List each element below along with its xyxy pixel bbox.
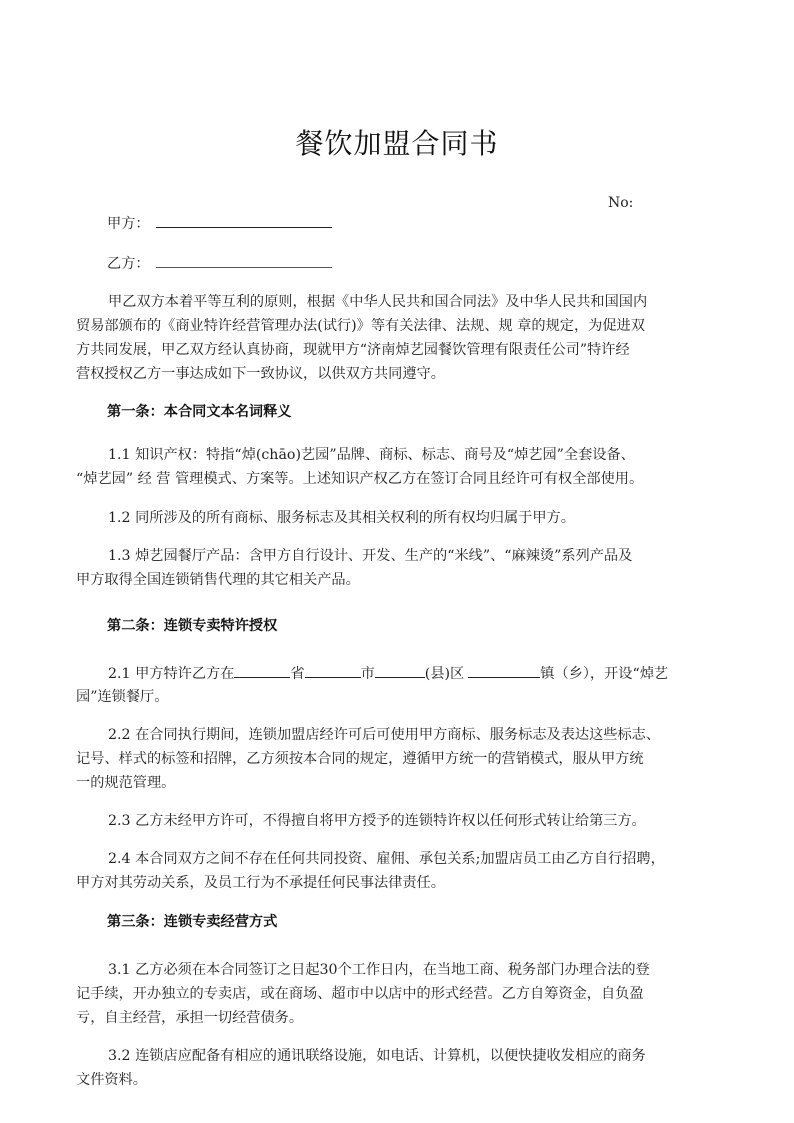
clause-fill-line [108,663,668,684]
clause-line: 文件资料。 [76,1072,147,1088]
party-a-label: 甲方： [107,216,150,232]
clause-line: 1.1 知识产权：特指“焯(chāo)艺园”品牌、商标、标志、商号及“焯艺园”全套设备、 [108,447,635,463]
clause-line: 1.3 焯艺园餐厅产品：含甲方自行设计、开发、生产的“米线”、“麻辣烫”系列产品及 [108,548,633,564]
clause-line: “焯艺园” 经 营 管理模式、方案等。上述知识产权乙方在签订合同且经许可有权全部使用。 [76,471,644,487]
party-b-blank-field[interactable] [156,253,332,268]
clause-text: 市 [360,666,375,682]
clause-line: 2.4 本合同双方之间不存在任何共同投资、雇佣、承包关系;加盟店员工由乙方自行招聘， [108,851,665,867]
section-2-heading: 第二条：连锁专卖特许授权 [107,618,278,634]
preamble-line: 方共同发展，甲乙双方经认真协商，现就甲方“济南焯艺园餐饮管理有限责任公司”特许经 [76,342,630,358]
clause-line: 3.2 连锁店应配备有相应的通讯联络设施，如电话、计算机，以便快捷收发相应的商务 [108,1048,646,1064]
party-a-row [107,213,332,234]
party-b-row [107,253,332,274]
section-1-heading: 第一条：本合同文本名词释义 [107,404,292,420]
section-3-heading: 第三条：连锁专卖经营方式 [107,914,278,930]
document-title: 餐饮加盟合同书 [295,127,499,160]
clause-line: 甲方取得全国连锁销售代理的其它相关产品。 [76,572,360,588]
county-blank-field[interactable] [375,663,425,678]
contract-number-label: No: [608,195,634,211]
clause-line: 2.2 在合同执行期间，连锁加盟店经许可后可使用甲方商标、服务标志及表达这些标志、 [108,727,661,743]
clause-text: 2.1 甲方特许乙方在 [108,666,235,682]
preamble-line: 营权授权乙方一事达成如下一致协议，以供双方共同遵守。 [76,366,445,382]
clause-text: 省 [290,666,305,682]
party-a-blank-field[interactable] [156,213,332,228]
preamble-line: 甲乙双方本着平等互利的原则，根据《中华人民共和国合同法》及中华人民共和国国内 [108,294,648,310]
clause-line: 记号、样式的标签和招牌，乙方须按本合同的规定，遵循甲方统一的营销模式，服从甲方统 [76,751,644,767]
town-blank-field[interactable] [468,663,540,678]
clause-line: 记手续，开办独立的专卖店，或在商场、超市中以店中的形式经营。乙方自筹资金，自负盈 [76,986,644,1002]
clause-line: 园”连锁餐厅。 [76,689,169,705]
clause-line: 2.3 乙方未经甲方许可，不得擅自将甲方授予的连锁特许权以任何形式转让给第三方。 [108,813,646,829]
party-b-label: 乙方： [107,256,150,272]
clause-line: 1.2 同所涉及的所有商标、服务标志及其相关权利的所有权均归属于甲方。 [108,510,575,526]
city-blank-field[interactable] [305,663,361,678]
clause-line: 一的规范管理。 [76,775,176,791]
clause-text: 镇（乡），开设“焯艺 [540,666,669,682]
clause-text: (县)区 [424,666,465,682]
clause-line: 亏，自主经营，承担一切经营债务。 [76,1010,304,1026]
preamble-line: 贸易部颁布的《商业特许经营管理办法(试行)》等有关法律、法规、规 章的规定，为促进双 [76,318,645,334]
province-blank-field[interactable] [234,663,290,678]
clause-line: 甲方对其劳动关系，及员工行为不承提任何民事法律责任。 [76,875,445,891]
clause-line: 3.1 乙方必须在本合同签订之日起30个工作日内，在当地工商、税务部门办理合法的登 [108,962,650,978]
